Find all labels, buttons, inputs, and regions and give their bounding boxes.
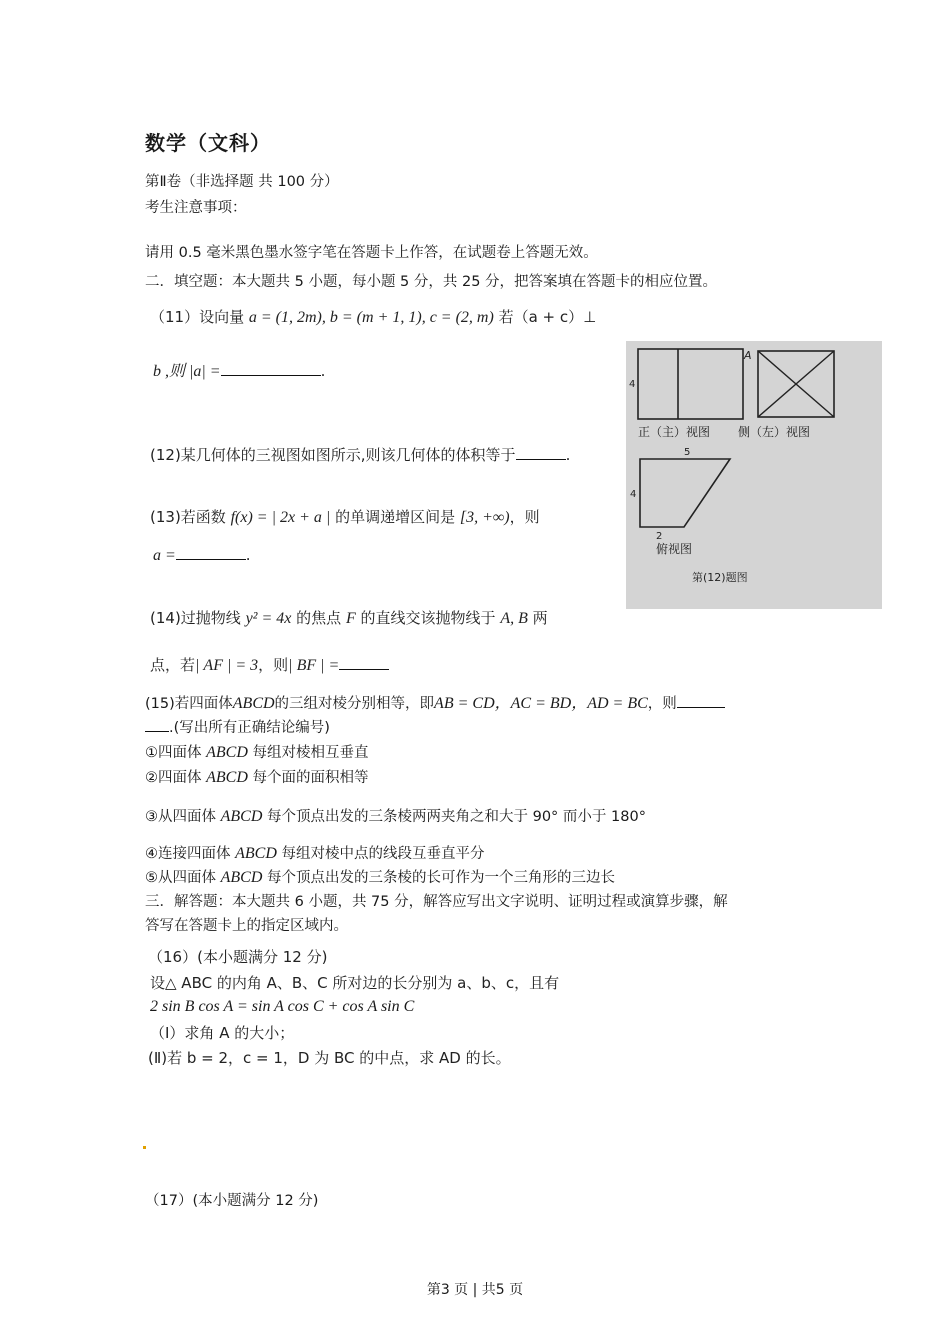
option-text: 每个面的面积相等	[252, 770, 369, 786]
q13-label: (13)若函数	[150, 508, 226, 526]
answer-blank	[516, 445, 566, 460]
q11-vectors: a = (1, 2m), b = (m + 1, 1), c = (2, m)	[248, 309, 494, 326]
dim-label: 4	[630, 489, 637, 500]
part2-heading: 二．填空题：本大题共 5 小题，每小题 5 分，共 25 分，把答案填在答题卡的相应位置。	[145, 274, 718, 290]
three-view-figure	[626, 341, 882, 609]
question-14	[150, 607, 548, 628]
top-view-label: 俯视图	[656, 542, 693, 556]
q16-text: 设△ ABC 的内角 A、B、C 所对边的长分别为 a、b、c，且有	[150, 974, 560, 992]
q11-label: （11）设向量	[150, 308, 245, 326]
q15-text: 的三组对棱分别相等，即	[274, 696, 435, 712]
q16-title: （16）(本小题满分 12 分)	[148, 948, 328, 966]
q14-text: 的焦点	[296, 609, 342, 627]
q14-bf: | BF | =	[288, 657, 340, 674]
q14-parabola: y² = 4x	[245, 610, 292, 627]
q11-condition: 若（a + c）⊥	[498, 308, 597, 326]
answer-blank	[339, 655, 389, 670]
figure-caption: 第(12)题图	[692, 571, 748, 584]
part3-heading: 三．解答题：本大题共 6 小题，共 75 分，解答应写出文字说明、证明过程或演算步骤，解	[145, 894, 728, 910]
question-11-cont: b ,则 |a| = .	[153, 362, 326, 380]
option-text: 每组对棱相互垂直	[252, 745, 369, 761]
option-text: ⑤从四面体	[145, 870, 216, 886]
page-title: 数学（文科）	[145, 131, 271, 155]
option-text: ①四面体	[145, 745, 202, 761]
q15-label: (15)若四面体	[145, 696, 233, 712]
section-title: 第Ⅱ卷（非选择题 共 100 分）	[145, 174, 339, 190]
q13-function: f(x) = | 2x + a |	[230, 509, 331, 526]
corner-label: A	[744, 349, 752, 362]
option-tetra: ABCD	[220, 869, 263, 886]
q13-text: 的单调递增区间是	[335, 508, 456, 526]
dim-label: 2	[656, 531, 663, 542]
question-13	[150, 506, 540, 527]
q14-af: | AF | = 3	[195, 657, 259, 674]
question-13-cont: a = .	[153, 546, 251, 564]
q15-text2: ，则	[647, 696, 677, 712]
option-5	[145, 866, 615, 887]
front-view-rect	[638, 349, 743, 419]
side-view-label: 侧（左）视图	[738, 425, 811, 439]
question-15-cont	[145, 716, 330, 737]
option-text: 每组对棱中点的线段互垂直平分	[281, 846, 485, 862]
option-text: ④连接四面体	[145, 846, 231, 862]
front-view-label: 正（主）视图	[638, 425, 711, 439]
q14-text2: 的直线交该抛物线于	[360, 609, 496, 627]
q13-ask: a =	[153, 547, 176, 564]
part3-heading-cont: 答写在答题卡上的指定区域内。	[145, 918, 348, 934]
dim-label: 4	[629, 379, 636, 390]
page-footer: 第3 页 | 共5 页	[426, 1282, 524, 1298]
top-view-shape	[640, 459, 730, 527]
q14-points: A, B	[500, 610, 528, 627]
q14-label: (14)过抛物线	[150, 609, 241, 627]
q15-tetra: ABCD	[232, 695, 275, 712]
option-text: ③从四面体	[145, 809, 216, 825]
answer-blank	[677, 693, 725, 708]
q15-equalities: AB = CD，AC = BD，AD = BC	[434, 695, 648, 712]
q12-text: (12)某几何体的三视图如图所示,则该几何体的体积等于	[150, 446, 516, 464]
q14-text3: 两	[532, 609, 548, 627]
q13-interval: [3, +∞)	[459, 509, 510, 526]
option-tetra: ABCD	[220, 808, 263, 825]
q14-text5: ，则	[258, 656, 289, 674]
option-2	[145, 766, 369, 787]
question-12: (12)某几何体的三视图如图所示,则该几何体的体积等于 .	[150, 446, 571, 464]
q16-equation: 2 sin B cos A = sin A cos C + cos A sin C	[150, 998, 415, 1015]
question-11	[150, 306, 596, 327]
option-tetra: ABCD	[235, 845, 277, 862]
q16-part2: (Ⅱ)若 b = 2，c = 1，D 为 BC 的中点，求 AD 的长。	[148, 1049, 511, 1067]
q11-ask: b ,则 |a| =	[153, 363, 221, 380]
q14-text4: 点，若	[150, 656, 196, 674]
option-1	[145, 741, 369, 762]
q16-part1: （Ⅰ）求角 A 的大小；	[150, 1024, 295, 1042]
option-4	[145, 842, 485, 863]
answer-blank	[221, 361, 321, 376]
q14-focus: F	[345, 610, 356, 627]
stray-mark	[143, 1146, 146, 1149]
question-14-cont	[150, 654, 389, 675]
option-text: 每个顶点出发的三条棱两两夹角之和大于 90° 而小于 180°	[267, 809, 646, 825]
answer-blank	[145, 717, 169, 732]
option-text: ②四面体	[145, 770, 202, 786]
answer-blank	[176, 545, 246, 560]
q13-text2: ，则	[509, 508, 540, 526]
notice-heading: 考生注意事项：	[145, 200, 247, 216]
question-15	[145, 690, 725, 713]
notice-text: 请用 0.5 毫米黑色墨水签字笔在答题卡上作答，在试题卷上答题无效。	[145, 245, 598, 261]
dim-label: 5	[684, 447, 691, 458]
option-tetra: ABCD	[206, 769, 248, 786]
q15-hint: .(写出所有正确结论编号)	[169, 720, 330, 736]
option-3	[145, 805, 646, 826]
q17-title: （17）(本小题满分 12 分)	[145, 1193, 319, 1209]
option-tetra: ABCD	[206, 744, 248, 761]
option-text: 每个顶点出发的三条棱的长可作为一个三角形的三边长	[267, 870, 615, 886]
